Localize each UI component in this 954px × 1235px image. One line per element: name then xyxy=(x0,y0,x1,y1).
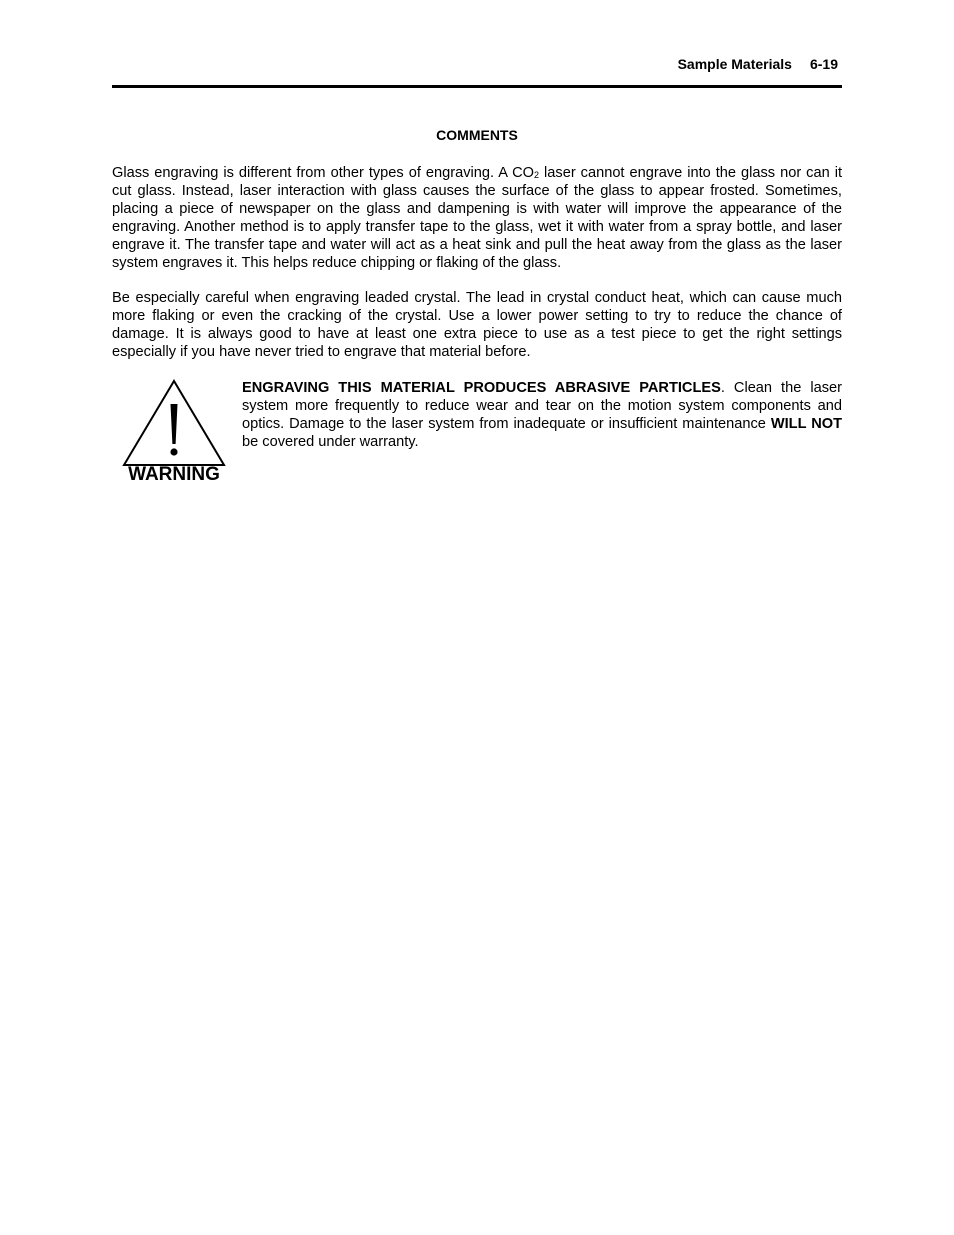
header-rule xyxy=(112,85,842,88)
warning-label: WARNING xyxy=(128,464,220,485)
header-section-title: Sample Materials xyxy=(677,56,792,72)
page-header xyxy=(112,56,842,72)
paragraph1-text-end: laser cannot engrave into the glass nor can it cut glass. Instead, laser interaction with glass causes the surface of the glass to appear frosted. Sometimes, placing a piece of newspaper on the glass and dampening is with water will improve the appearance of the engraving. Another method is to apply transfer tape to the glass, wet it with water from a spray bottle, and laser engrave it. The transfer tape and water will act as a heat sink and pull the heat away from the glass as the laser system engraves it. This helps reduce chipping or flaking of the glass. xyxy=(112,165,842,271)
warning-message xyxy=(242,379,842,451)
warning-text-part1: . Clean the laser system more frequently to reduce wear and tear on the motion system components and optics. Damage to the laser system from inadequate or insufficient maintenance xyxy=(242,380,842,432)
section-title: COMMENTS xyxy=(436,127,518,143)
paragraph-glass-engraving xyxy=(112,164,842,272)
page-number: 6-19 xyxy=(809,56,838,72)
warning-bold-emphasis: WILL NOT xyxy=(770,416,843,432)
subscript-2: 2 xyxy=(534,170,540,180)
paragraph1-text-start: Glass engraving is different from other types of engraving. A CO xyxy=(112,165,535,181)
warning-text-part2: be covered under warranty. xyxy=(242,434,419,450)
paragraph-leaded-crystal: Be especially careful when engraving leaded crystal. The lead in crystal conduct heat, which can cause much more flaking or even the cracking of the crystal. Use a lower power setting to try to reduce the chance of damage. It is always good to have at least one extra piece to use as a test piece to get the right settings especially if you have never tried to engrave that material before. xyxy=(112,290,842,360)
warning-bold-lead: ENGRAVING THIS MATERIAL PRODUCES ABRASIVE PARTICLES xyxy=(242,380,721,396)
